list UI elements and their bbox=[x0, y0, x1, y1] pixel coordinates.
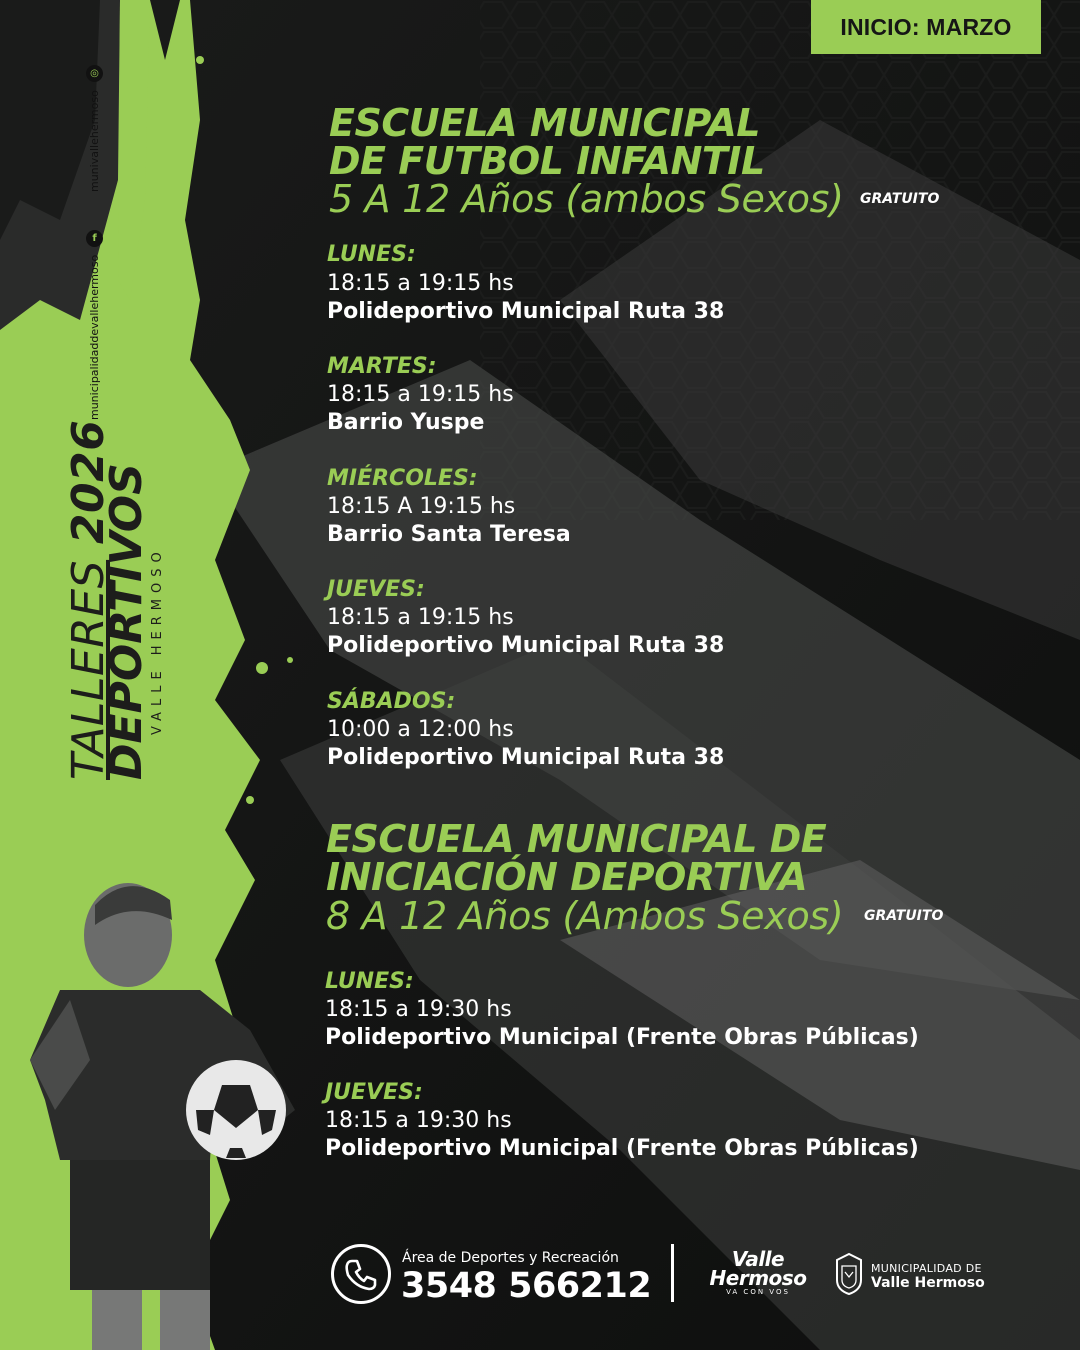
school2-title-line2: INICIACIÓN DEPORTIVA bbox=[326, 855, 808, 899]
phone-icon[interactable] bbox=[331, 1244, 391, 1304]
school2-time-2: 18:15 a 19:30 hs bbox=[325, 1108, 512, 1133]
valle-hermoso-logo bbox=[698, 1247, 818, 1300]
footer-area-label: Área de Deportes y Recreación bbox=[402, 1250, 619, 1266]
school2-age-range: 8 A 12 Años (Ambos Sexos) bbox=[326, 894, 844, 938]
school1-time-5: 10:00 a 12:00 hs bbox=[327, 717, 514, 742]
school2-free-label: GRATUITO bbox=[864, 908, 944, 924]
school1-title-line1: ESCUELA MUNICIPAL bbox=[329, 101, 761, 145]
sidebar-location: VALLE HERMOSO bbox=[150, 546, 165, 735]
school2-day-1: LUNES: bbox=[325, 969, 414, 994]
start-date-badge: INICIO: MARZO bbox=[811, 0, 1041, 54]
school1-day-2: MARTES: bbox=[327, 354, 437, 379]
brand-line2: Hermoso bbox=[709, 1266, 807, 1290]
school1-place-2: Barrio Yuspe bbox=[327, 410, 485, 435]
facebook-icon: f bbox=[86, 230, 103, 247]
school1-free-label: GRATUITO bbox=[860, 191, 940, 207]
school2-title-line1: ESCUELA MUNICIPAL DE bbox=[326, 817, 827, 861]
school1-day-3: MIÉRCOLES: bbox=[327, 466, 478, 491]
school2-day-2: JUEVES: bbox=[325, 1080, 423, 1105]
talleres-label: TALLERES bbox=[63, 559, 114, 780]
instagram-handle[interactable] bbox=[86, 65, 103, 192]
school1-day-5: SÁBADOS: bbox=[327, 689, 456, 714]
facebook-handle-label: municipalidaddevallehermoso bbox=[88, 254, 101, 420]
school1-place-4: Polideportivo Municipal Ruta 38 bbox=[327, 633, 725, 658]
school1-place-5: Polideportivo Municipal Ruta 38 bbox=[327, 745, 725, 770]
sidebar-title-deportivos: DEPORTIVOS bbox=[101, 463, 152, 780]
phone-glyph bbox=[334, 1247, 388, 1301]
footer-phone-number[interactable]: 3548 566212 bbox=[401, 1266, 652, 1306]
school1-time-2: 18:15 a 19:15 hs bbox=[327, 382, 514, 407]
school1-day-1: LUNES: bbox=[327, 242, 416, 267]
brand-line3: VA CON VOS bbox=[726, 1288, 790, 1296]
school1-time-1: 18:15 a 19:15 hs bbox=[327, 271, 514, 296]
school2-place-1: Polideportivo Municipal (Frente Obras Públicas) bbox=[325, 1025, 919, 1050]
municipality-line1: MUNICIPALIDAD DE bbox=[871, 1262, 982, 1275]
school1-place-1: Polideportivo Municipal Ruta 38 bbox=[327, 299, 725, 324]
school1-place-3: Barrio Santa Teresa bbox=[327, 522, 571, 547]
footer-divider bbox=[671, 1244, 674, 1302]
municipal-crest-icon bbox=[834, 1250, 864, 1296]
school2-time-1: 18:15 a 19:30 hs bbox=[325, 997, 512, 1022]
school1-day-4: JUEVES: bbox=[327, 577, 425, 602]
facebook-handle[interactable] bbox=[86, 230, 103, 420]
brand-line1: Valle bbox=[731, 1247, 785, 1271]
school1-title-line2: DE FUTBOL INFANTIL bbox=[329, 139, 765, 183]
school1-age-range: 5 A 12 Años (ambos Sexos) bbox=[329, 177, 844, 221]
school2-place-2: Polideportivo Municipal (Frente Obras Públicas) bbox=[325, 1136, 919, 1161]
year-label: 2026 bbox=[63, 419, 114, 545]
instagram-icon: ◎ bbox=[86, 65, 103, 82]
municipality-line2: Valle Hermoso bbox=[871, 1275, 985, 1292]
school1-time-3: 18:15 A 19:15 hs bbox=[327, 494, 516, 519]
municipality-label bbox=[871, 1262, 985, 1292]
instagram-handle-label: munivallehermoso bbox=[88, 90, 101, 192]
school1-time-4: 18:15 a 19:15 hs bbox=[327, 605, 514, 630]
